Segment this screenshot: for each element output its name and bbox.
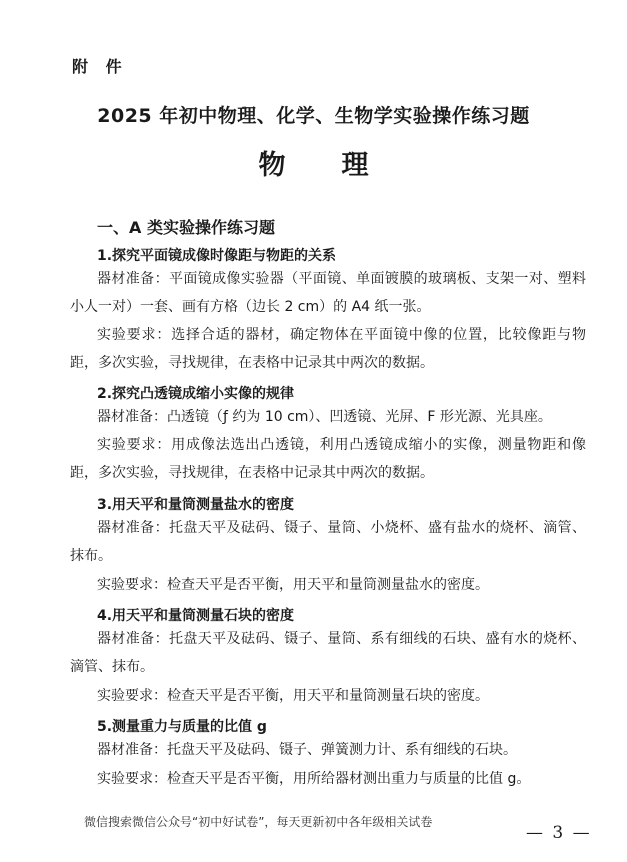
item-title: 2.探究凸透镜成缩小实像的规律 [97, 386, 295, 402]
section-heading: 一、A 类实验操作练习题 [97, 218, 275, 237]
item-paragraph: 器材准备：托盘天平及砝码、镊子、量筒、系有细线的石块、盛有水的烧杯、滴管、抹布。 [70, 631, 586, 675]
item-paragraph: 实验要求：用成像法选出凸透镜，利用凸透镜成缩小的实像，测量物距和像距，多次实验，寻找规律，在表格中记录其中两次的数据。 [70, 437, 586, 481]
item-paragraph: 实验要求：检查天平是否平衡，用所给器材测出重力与质量的比值 g。 [97, 771, 531, 787]
item-title: 5.测量重力与质量的比值 g [97, 719, 267, 735]
item-paragraph: 实验要求：选择合适的器材，确定物体在平面镜中像的位置，比较像距与物距，多次实验，寻找规律，在表格中记录其中两次的数据。 [70, 327, 586, 371]
attachment-label: 附 件 [72, 57, 128, 76]
item-paragraph: 器材准备：凸透镜（ƒ 约为 10 cm）、凹透镜、光屏、F 形光源、光具座。 [97, 409, 552, 425]
item-paragraph: 器材准备：托盘天平及砝码、镊子、弹簧测力计、系有细线的石块。 [97, 742, 517, 758]
item-title: 1.探究平面镜成像时像距与物距的关系 [97, 248, 337, 264]
page-number: — 3 — [526, 823, 592, 843]
footer-note: 微信搜索微信公众号“初中好试卷”，每天更新初中各年级相关试卷 [84, 815, 433, 829]
item-title: 3.用天平和量筒测量盐水的密度 [97, 497, 295, 513]
document-title: 2025 年初中物理、化学、生物学实验操作练习题 [97, 105, 530, 127]
item-paragraph: 实验要求：检查天平是否平衡，用天平和量筒测量盐水的密度。 [97, 577, 489, 593]
item-title: 4.用天平和量筒测量石块的密度 [97, 608, 295, 624]
item-paragraph: 实验要求：检查天平是否平衡，用天平和量筒测量石块的密度。 [97, 688, 489, 704]
item-paragraph: 器材准备：托盘天平及砝码、镊子、量筒、小烧杯、盛有盐水的烧杯、滴管、抹布。 [70, 520, 586, 564]
item-paragraph: 器材准备：平面镜成像实验器（平面镜、单面镀膜的玻璃板、支架一对、塑料小人一对）一套、画有方格（边长 2 cm）的 A4 纸一张。 [70, 271, 586, 315]
subject-heading: 物理 [258, 150, 425, 181]
